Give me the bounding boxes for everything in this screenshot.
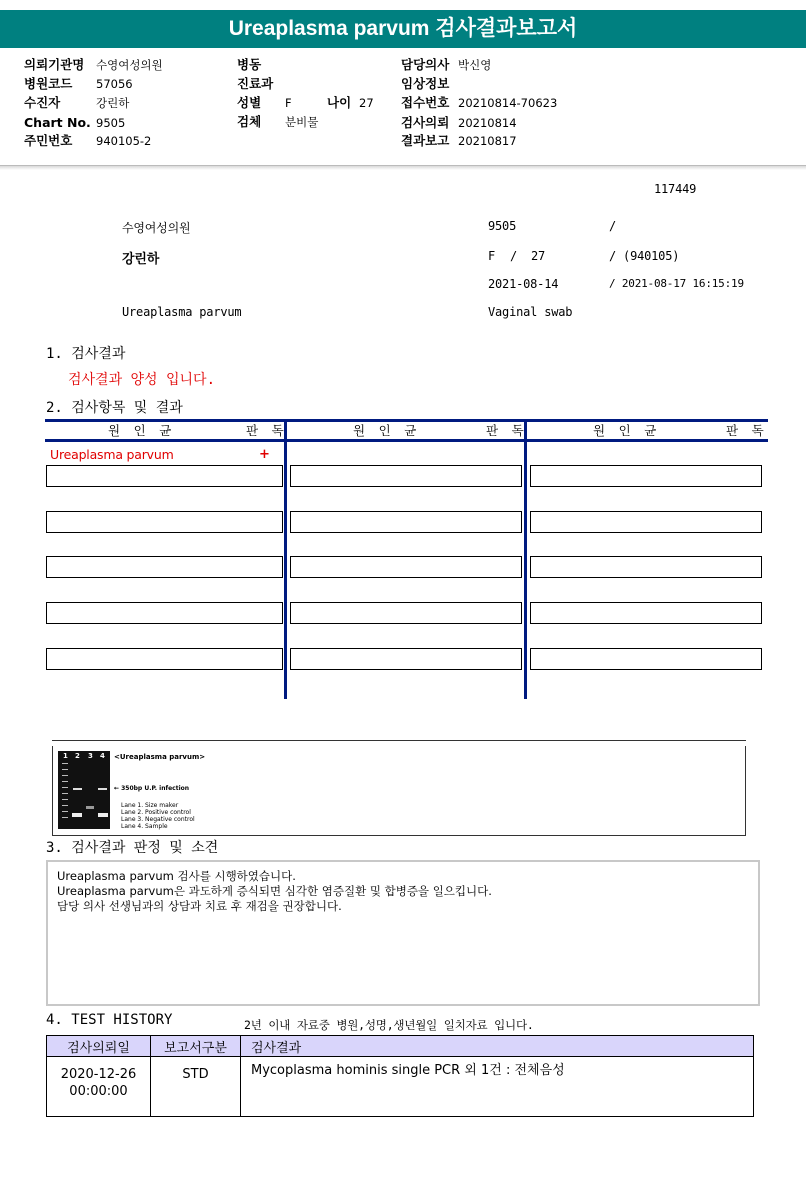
ward-row	[237, 55, 285, 74]
receipt-value: 20210814-70623	[458, 96, 558, 110]
result-cell	[46, 648, 283, 670]
gel-top-rule	[52, 740, 746, 741]
clinical-row	[401, 74, 458, 93]
report-header	[0, 48, 806, 166]
summary-slash: /	[609, 219, 617, 233]
patient-row	[24, 93, 129, 112]
history-type: STD	[151, 1057, 241, 1117]
gel-band	[73, 788, 82, 790]
gel-legend-2: Lane 2. Positive control	[121, 809, 191, 816]
page-title: Ureaplasma parvum 검사결과보고서	[0, 10, 806, 48]
summary-test: Ureaplasma parvum	[122, 305, 242, 319]
gel-image	[58, 751, 110, 829]
gel-marker: ← 350bp U.P. infection	[114, 785, 190, 792]
gel-legend-1: Lane 1. Size maker	[121, 802, 179, 809]
gel-lane-4: 4	[100, 752, 105, 760]
result-cell	[290, 648, 522, 670]
col-judgment-3: 판 독	[726, 423, 767, 438]
history-result: Mycoplasma hominis single PCR 외 1건 : 전체음성	[241, 1057, 754, 1117]
doctor-row	[401, 55, 491, 74]
opinion-box	[46, 860, 760, 1006]
sex-row	[237, 93, 374, 112]
result-cell	[46, 602, 283, 624]
dept-label: 진료과	[237, 76, 274, 91]
patient-label: 수진자	[24, 95, 61, 110]
gel-band	[72, 813, 82, 817]
summary-date-requested: 2021-08-14	[488, 277, 559, 291]
result-cell	[530, 556, 762, 578]
history-time: 00:00:00	[69, 1084, 128, 1099]
table-divider-2	[524, 419, 527, 699]
table-row	[47, 1057, 754, 1117]
history-col-type: 보고서구분	[151, 1036, 241, 1057]
institution-row	[24, 55, 163, 74]
resident-row	[24, 131, 151, 150]
result-cell	[530, 648, 762, 670]
summary-date-reported: / 2021-08-17 16:15:19	[609, 277, 744, 290]
gel-band	[86, 806, 94, 809]
dept-row	[237, 74, 285, 93]
summary-sex-slash: /	[510, 249, 518, 263]
gel-lane-3: 3	[88, 752, 93, 760]
organism-judgment: +	[259, 447, 270, 462]
specimen-row	[237, 112, 318, 131]
history-date: 2020-12-26	[60, 1067, 137, 1082]
summary-patient: 강린하	[122, 252, 160, 267]
result-cell	[290, 465, 522, 487]
institution-value: 수영여성의원	[96, 58, 163, 72]
specimen-value: 분비물	[285, 115, 319, 129]
specimen-label: 검체	[237, 114, 262, 129]
result-cell	[530, 602, 762, 624]
reported-row	[401, 131, 517, 150]
result-cell	[46, 556, 283, 578]
hospital-code-value: 57056	[96, 77, 133, 91]
gel-legend-4: Lane 4. Sample	[121, 823, 168, 830]
receipt-label: 접수번호	[401, 95, 450, 110]
result-cell	[290, 511, 522, 533]
gel-lane-1: 1	[63, 752, 68, 760]
summary-specimen: Vaginal swab	[488, 305, 573, 319]
gel-lane-2: 2	[75, 752, 80, 760]
result-cell	[290, 556, 522, 578]
header-shadow	[0, 166, 806, 170]
reported-value: 20210817	[458, 134, 517, 148]
report-code: 117449	[654, 182, 697, 196]
institution-label: 의뢰기관명	[24, 57, 85, 72]
sex-label: 성별	[237, 95, 262, 110]
summary-institution: 수영여성의원	[122, 221, 191, 235]
section-1-title: 1. 검사결과	[46, 346, 126, 362]
resident-value: 940105-2	[96, 134, 152, 148]
result-cell	[290, 602, 522, 624]
history-note: 2년 이내 자료중 병원,성명,생년월일 일치자료 입니다.	[244, 1018, 534, 1032]
col-organism-2: 원 인 균	[353, 423, 420, 438]
organism-name: Ureaplasma parvum	[50, 447, 174, 462]
col-organism-1: 원 인 균	[108, 423, 175, 438]
col-judgment-1: 판 독	[246, 423, 287, 438]
receipt-row	[401, 93, 557, 112]
col-organism-3: 원 인 균	[593, 423, 660, 438]
opinion-line: Ureaplasma parvum 검사를 시행하였습니다.	[57, 869, 296, 883]
summary-sex: F	[488, 249, 496, 263]
requested-row	[401, 113, 517, 132]
age-value: 27	[359, 96, 374, 110]
history-col-date: 검사의뢰일	[47, 1036, 151, 1057]
doctor-label: 담당의사	[401, 57, 450, 72]
result-cell	[530, 511, 762, 533]
requested-label: 검사의뢰	[401, 115, 450, 130]
gel-ladder	[62, 763, 68, 819]
result-positive-text: 검사결과 양성 입니다.	[68, 372, 216, 388]
summary-birth: / (940105)	[609, 249, 680, 263]
chart-row	[24, 113, 125, 132]
history-table	[46, 1035, 754, 1117]
section-2-title: 2. 검사항목 및 결과	[46, 400, 183, 416]
doctor-value: 박신영	[458, 58, 492, 72]
col-judgment-2: 판 독	[486, 423, 527, 438]
hospital-code-row	[24, 74, 133, 93]
summary-age: 27	[531, 249, 546, 263]
result-cell	[530, 465, 762, 487]
opinion-line: Ureaplasma parvum은 과도하게 증식되면 심각한 염증질환 및 합병증을 일으킵니다.	[57, 884, 492, 898]
history-col-result: 검사결과	[241, 1036, 754, 1057]
clinical-label: 임상정보	[401, 76, 450, 91]
resident-label: 주민번호	[24, 133, 73, 148]
hospital-code-label: 병원코드	[24, 76, 73, 91]
patient-value: 강린하	[96, 96, 130, 110]
gel-band	[98, 788, 107, 790]
section-4-title: 4. TEST HISTORY	[46, 1012, 173, 1028]
result-cell	[46, 511, 283, 533]
table-divider-1	[284, 419, 287, 699]
section-3-title: 3. 검사결과 판정 및 소견	[46, 840, 219, 856]
age-label: 나이	[327, 95, 352, 110]
reported-label: 결과보고	[401, 133, 450, 148]
opinion-line: 담당 의사 선생님과의 상담과 치료 후 재검을 권장합니다.	[57, 899, 342, 913]
summary-chart: 9505	[488, 219, 517, 233]
result-cell	[46, 465, 283, 487]
history-date-cell	[47, 1057, 151, 1117]
chart-value: 9505	[96, 116, 126, 130]
sex-value: F	[285, 96, 292, 110]
chart-label: Chart No.	[24, 115, 91, 130]
requested-value: 20210814	[458, 116, 517, 130]
gel-band	[98, 813, 108, 817]
gel-legend-3: Lane 3. Negative control	[121, 816, 195, 823]
ward-label: 병동	[237, 57, 262, 72]
gel-title: <Ureaplasma parvum>	[114, 753, 206, 761]
